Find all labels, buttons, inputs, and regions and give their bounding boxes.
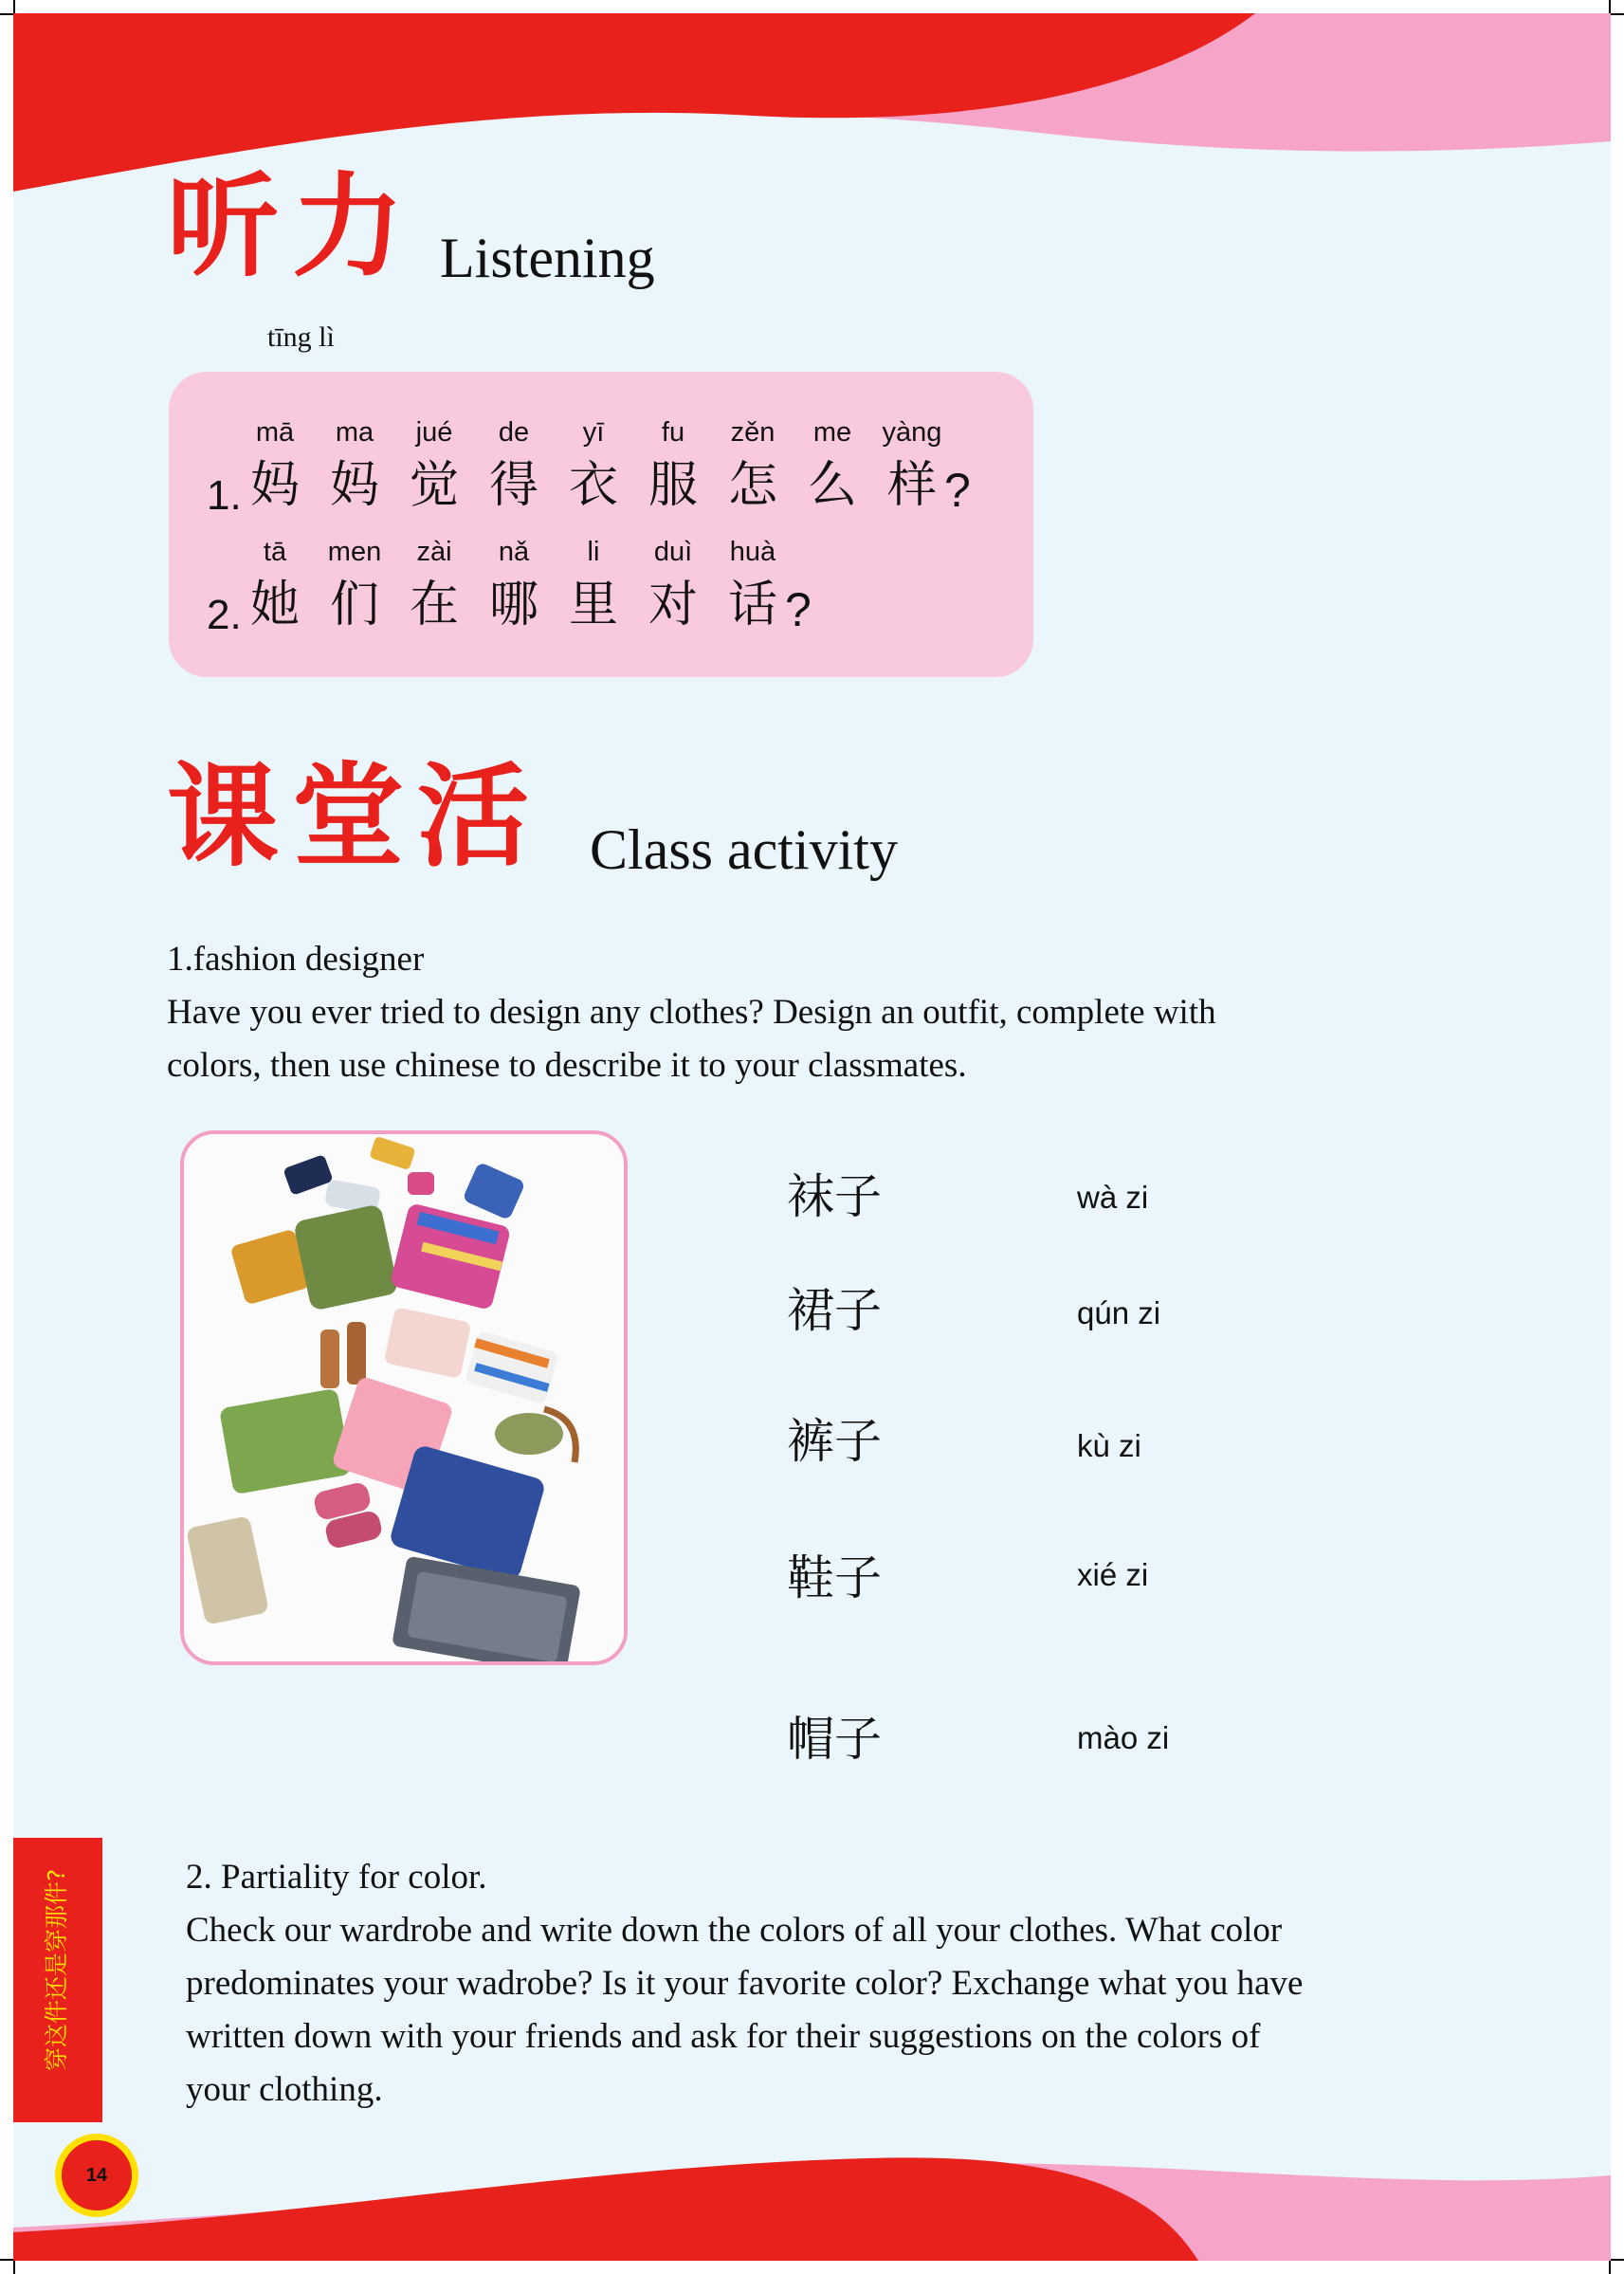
char-han: 对 (648, 577, 698, 633)
listening-questions-box (169, 372, 1033, 677)
page (13, 13, 1611, 2261)
char-han: 怎 (727, 457, 777, 514)
char-cell (712, 537, 794, 635)
char-pinyin: men (327, 537, 382, 567)
clothing-photo (180, 1130, 628, 1665)
char-cell (871, 417, 953, 516)
bottom-red-wave (13, 2157, 1198, 2261)
char-cell (393, 537, 475, 635)
char-pinyin: yàng (882, 417, 942, 448)
question-number: 2. (207, 592, 242, 638)
char-han: 们 (329, 577, 379, 633)
char-pinyin: fu (661, 417, 685, 448)
char-cell (553, 537, 634, 635)
char-han: 妈 (329, 457, 379, 514)
char-han: 在 (409, 577, 459, 633)
vocab-pinyin: mào zi (1077, 1720, 1170, 1755)
char-han: 得 (488, 457, 538, 514)
char-cell (553, 417, 634, 516)
char-pinyin: duì (653, 537, 693, 567)
char-han: 她 (249, 577, 300, 633)
char-han: 妈 (249, 457, 300, 514)
class-activity-title-en: Class activity (590, 818, 898, 881)
vocab-han: 鞋子 (787, 1550, 882, 1605)
char-han: 觉 (409, 457, 459, 514)
char-cell (314, 537, 395, 635)
char-pinyin: li (587, 537, 600, 567)
char-pinyin: zài (416, 537, 452, 567)
listening-title-han: 听力 (167, 160, 418, 292)
char-cell (234, 417, 316, 516)
activity2-line: written down with your friends and ask for their suggestions on the colors of (186, 2017, 1261, 2056)
char-pinyin: jué (415, 417, 453, 448)
crop-mark (0, 2259, 13, 2261)
char-han: 里 (568, 577, 618, 633)
activity2-title: 2. Partiality for color. (186, 1858, 487, 1897)
activity2-line: your clothing. (186, 2070, 383, 2109)
activity1-title: 1.fashion designer (167, 940, 425, 979)
char-pinyin: de (498, 417, 530, 448)
char-pinyin: ma (335, 417, 374, 448)
listening-title-en: Listening (440, 227, 655, 289)
char-cell (473, 537, 555, 635)
char-cell (473, 417, 555, 516)
char-pinyin: nǎ (498, 537, 530, 567)
vocab-han: 袜子 (787, 1169, 882, 1224)
crop-mark (0, 13, 13, 15)
char-pinyin: me (812, 417, 852, 448)
vocab-pinyin: qún zi (1077, 1295, 1161, 1330)
char-han: 样 (886, 457, 937, 514)
char-pinyin: huà (729, 537, 776, 567)
question-number: 1. (207, 472, 242, 519)
page-number-badge: 14 (55, 2134, 138, 2217)
activity2-line: predominates your wadrobe? Is it your favorite color? Exchange what you have (186, 1964, 1304, 2003)
char-cell (792, 417, 873, 516)
crop-mark (1609, 2261, 1611, 2274)
listening-title-pinyin: tīng lì (267, 321, 335, 353)
activity1-line: Have you ever tried to design any clothes? Design an outfit, complete with (167, 993, 1216, 1032)
char-cell (314, 417, 395, 516)
char-pinyin: zěn (730, 417, 776, 448)
crop-mark (1611, 13, 1624, 15)
char-cell (393, 417, 475, 516)
crop-mark (13, 0, 15, 13)
activity2-line: Check our wardrobe and write down the colors of all your clothes. What color (186, 1911, 1283, 1950)
vocab-han: 裙子 (787, 1283, 882, 1338)
char-pinyin: tā (263, 537, 287, 567)
question-mark: ? (944, 464, 971, 517)
char-pinyin: yī (582, 417, 605, 448)
vocab-pinyin: kù zi (1077, 1428, 1141, 1463)
clothing-illustration (184, 1134, 624, 1661)
char-cell (712, 417, 794, 516)
char-pinyin: mā (255, 417, 295, 448)
vocab-han: 帽子 (787, 1712, 882, 1767)
char-cell (632, 417, 714, 516)
vocab-pinyin: wà zi (1077, 1180, 1149, 1215)
question-mark: ? (785, 583, 812, 636)
char-cell (632, 537, 714, 635)
char-cell (234, 537, 316, 635)
char-han: 么 (807, 457, 857, 514)
chapter-side-tab-text: 穿这件还是穿那件? (43, 1868, 70, 2071)
class-activity-title-han: 课堂活 (167, 750, 543, 882)
char-han: 衣 (568, 457, 618, 514)
activity1-line: colors, then use chinese to describe it to your classmates. (167, 1046, 967, 1085)
crop-mark (13, 2261, 15, 2274)
char-han: 哪 (488, 577, 538, 633)
vocab-pinyin: xié zi (1077, 1557, 1149, 1592)
vocab-han: 裤子 (787, 1414, 882, 1469)
crop-mark (1611, 2259, 1624, 2261)
crop-mark (1609, 0, 1611, 13)
char-han: 服 (648, 457, 698, 514)
char-han: 话 (727, 577, 777, 633)
